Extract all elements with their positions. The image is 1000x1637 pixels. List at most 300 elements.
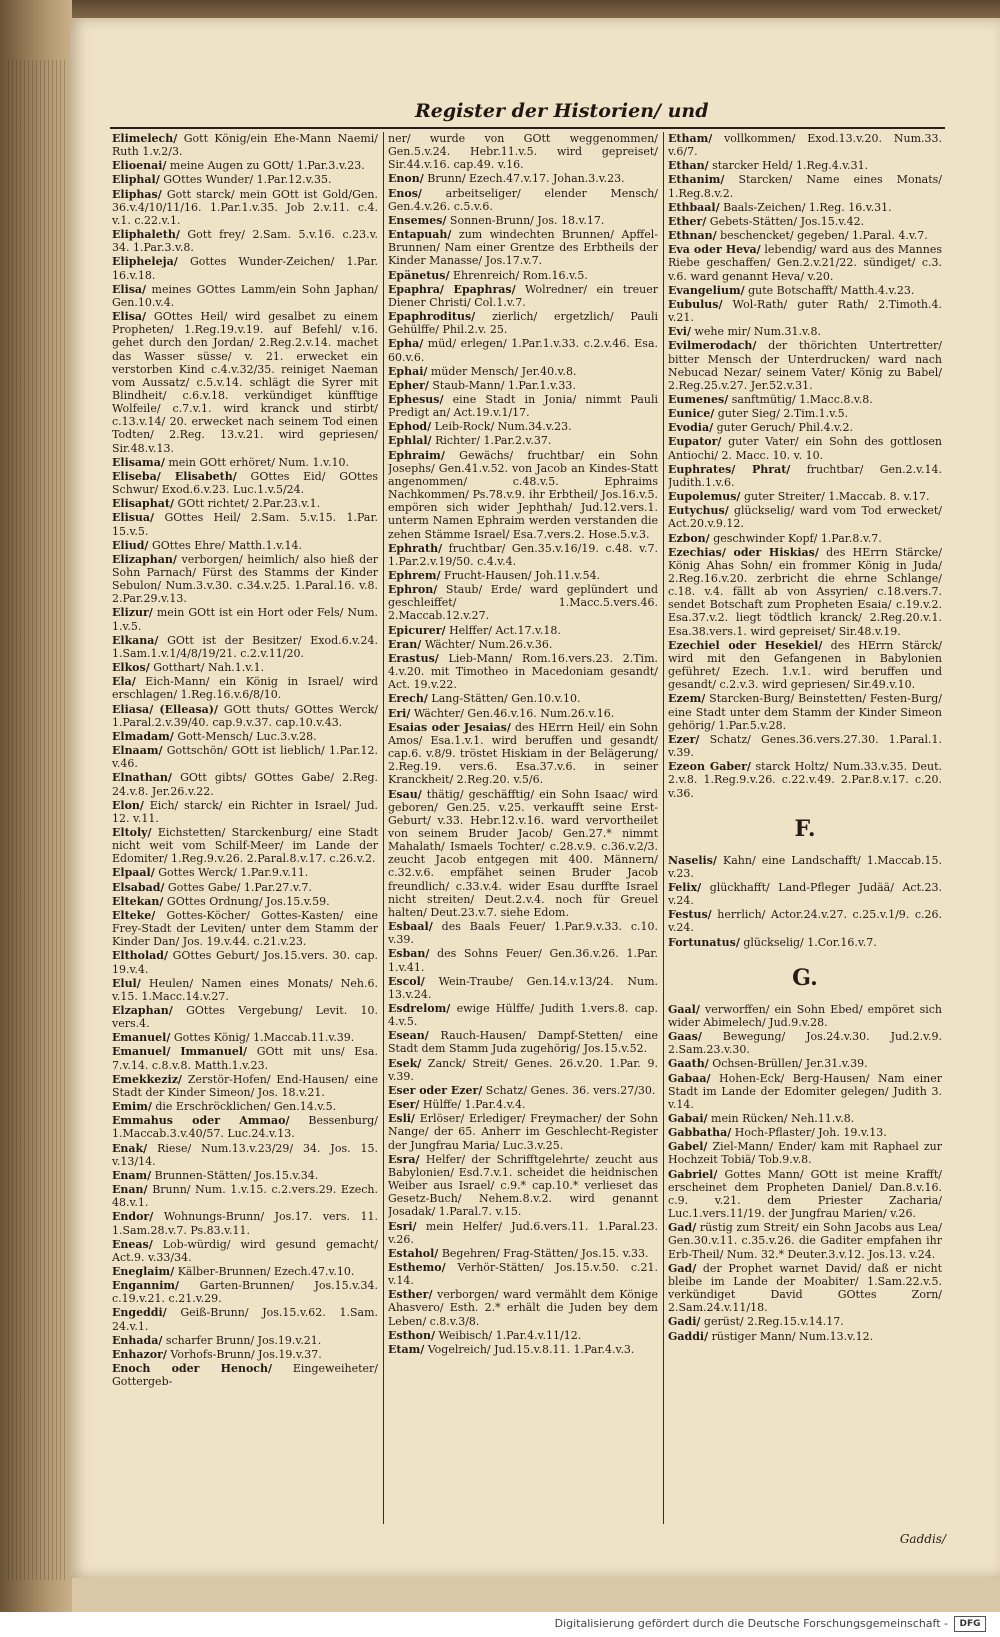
entry-headword: Emmahus oder Ammao/ (112, 1114, 290, 1128)
entry-headword: Evilmerodach/ (668, 339, 757, 353)
index-entry (388, 172, 658, 185)
entry-headword: Ezem/ (668, 692, 706, 706)
index-entry (112, 1306, 378, 1332)
index-entry (112, 1142, 378, 1168)
entry-text: thätig/ geschäfftig/ ein Sohn Isaac/ wird geboren/ Gen.25. v.25. verkaufft seine Erst-Geburt/ v.33. Hebr.12.v.16. ward vervortheilet von seinem Bruder Jacob/ Gen.27.* nimmt Mahalath/ Ismaels Tochter/ c.28.v.9. c.36.v.2/3. zeucht Jacob entgegen mit 400. Männern/ c.32.v.6. empfähet seinen Bruder Jacob freundlich/ c.33.v.4. wider Esau durffte Israel nicht streiten/ Deut.2.v.4. noch für Greuel halten/ Deut.23.v.7. siehe Edom. (388, 787, 658, 919)
index-entry (112, 730, 378, 743)
entry-headword: Epaphroditus/ (388, 310, 476, 324)
entry-headword: Erech/ (388, 692, 428, 706)
entry-text: rüstig zum Streit/ ein Sohn Jacobs aus Lea/ Gen.30.v.11. c.35.v.26. die Gaditer empfahen ihr Erb-Theil/ Num. 32.* Deuter.3.v.12. Jos.13. v.24. (668, 1221, 942, 1261)
entry-headword: Ezechias/ oder Hiskias/ (668, 545, 819, 559)
index-entry (388, 1220, 658, 1246)
entry-headword: Eri/ (388, 706, 411, 720)
entry-headword: Etam/ (388, 1342, 425, 1356)
entry-headword: Elipheleja/ (112, 255, 178, 269)
entry-text: Lob-würdig/ wird gesund gemacht/ Act.9. v.33/34. (112, 1237, 378, 1264)
dfg-logo-icon: DFG (954, 1616, 986, 1632)
index-entry (112, 799, 378, 825)
entry-text: gute Botschafft/ Matth.4.v.23. (748, 283, 915, 297)
entry-headword: Eliphas/ (112, 187, 162, 201)
entry-headword: Elisua/ (112, 511, 155, 525)
index-entry (388, 1084, 658, 1097)
entry-text: vollkommen/ Exod.13.v.20. Num.33. v.6/7. (668, 132, 942, 159)
entry-headword: Elteke/ (112, 908, 156, 922)
entry-headword: Eser/ (388, 1098, 420, 1112)
entry-text: Eichstetten/ Starckenburg/ eine Stadt nicht weit vom Schilf-Meer/ im Lande der Edomiter/ 1.Reg.9.v.26. 2.Paral.8.v.17. c.26.v.2. (112, 825, 378, 866)
entry-text: Gott König/ein Ehe-Mann Naemi/ Ruth 1.v.2/3. (112, 132, 378, 159)
index-entry (668, 692, 942, 731)
entry-headword: Ephrem/ (388, 569, 441, 582)
entry-headword: Epaphra/ Epaphras/ (388, 282, 516, 296)
entry-text: Hoch-Pflaster/ Joh. 19.v.13. (734, 1126, 887, 1140)
entry-headword: Ethan/ (668, 159, 709, 173)
entry-headword: Ephod/ (388, 420, 432, 434)
entry-text: sanftmütig/ 1.Macc.8.v.8. (731, 392, 873, 406)
entry-headword: Engeddi/ (112, 1306, 167, 1320)
entry-headword: Evodia/ (668, 421, 714, 435)
entry-headword: Eubulus/ (668, 297, 723, 311)
index-entry (668, 881, 942, 907)
entry-headword: Emim/ (112, 1100, 152, 1114)
entry-text: herrlich/ Actor.24.v.27. c.25.v.1/9. c.26. v.24. (668, 908, 942, 935)
index-entry (668, 421, 942, 434)
entry-headword: Epicurer/ (388, 623, 446, 637)
entry-text: guter Geruch/ Phil.4.v.2. (716, 421, 853, 435)
entry-text: GOttes Vergebung/ Levit. 10. vers.4. (112, 1004, 378, 1031)
index-entry (112, 1362, 378, 1388)
entry-headword: Ephesus/ (388, 392, 444, 406)
index-entry (388, 1247, 658, 1260)
book-spine-edge (0, 0, 72, 1637)
entry-headword: Enan/ (112, 1183, 148, 1197)
entry-headword: Ezechiel oder Hesekiel/ (668, 638, 823, 652)
index-entry (112, 470, 378, 496)
index-entry (668, 854, 942, 880)
entry-text: Vogelreich/ Jud.15.v.8.11. 1.Par.4.v.3. (427, 1342, 635, 1356)
index-entry (388, 542, 658, 568)
index-entry (668, 1112, 942, 1125)
entry-text: GOttes Wunder/ 1.Par.12.v.35. (163, 173, 332, 187)
entry-headword: Enhazor/ (112, 1347, 167, 1361)
index-entry (112, 310, 378, 455)
entry-headword: Entapuah/ (388, 228, 452, 242)
index-entry (112, 159, 378, 172)
entry-text: des Baals Feuer/ 1.Par.9.v.33. c.10. v.39. (388, 920, 658, 947)
entry-headword: Eltoly/ (112, 825, 152, 839)
entry-headword: Elizur/ (112, 606, 153, 620)
entry-text: eine Stadt in Jonia/ nimmt Pauli Predigt an/ Act.19.v.1/17. (388, 392, 658, 420)
section-letter: F. (794, 815, 816, 842)
entry-headword: Esther/ (388, 1288, 433, 1302)
entry-headword: Elisama/ (112, 455, 165, 469)
index-column-3 (668, 132, 942, 1527)
entry-headword: Ephlal/ (388, 434, 432, 448)
entry-text: mein GOtt erhöret/ Num. 1.v.10. (168, 455, 349, 469)
entry-text: Wol-Rath/ guter Rath/ 2.Timoth.4. v.21. (668, 297, 942, 325)
entry-text: Rauch-Hausen/ Dampf-Stetten/ eine Stadt dem Stamm Juda zugehörig/ Jos.15.v.52. (388, 1029, 658, 1056)
index-entry (388, 652, 658, 691)
entry-text: Leib-Rock/ Num.34.v.23. (434, 420, 572, 434)
entry-headword: Evi/ (668, 325, 691, 339)
entry-headword: Elizaphan/ (112, 552, 177, 566)
entry-text: Gott frey/ 2.Sam. 5.v.16. c.23.v. 34. 1.Par.3.v.8. (112, 228, 378, 255)
index-entry (388, 692, 658, 705)
entry-text: guter Streiter/ 1.Maccab. 8. v.17. (743, 490, 930, 504)
index-column-1 (112, 132, 378, 1527)
index-entry (388, 920, 658, 946)
entry-text: verborgen/ ward vermählt dem Könige Ahasvero/ Esth. 2.* erhält die Juden bey dem Leben/ c.8.v.3/8. (388, 1288, 658, 1328)
entry-headword: Gabai/ (668, 1112, 708, 1125)
entry-text: Gottes Mann/ GOtt ist meine Krafft/ erscheinet dem Propheten Daniel/ Dan.8.v.16. c.9. v.21. dem Priester Zacharia/ Luc.1.vers.11/19. der Jungfrau Marien/ v.26. (668, 1167, 942, 1221)
entry-headword: Elisa/ (112, 310, 147, 324)
entry-text: Brunn/ Num. 1.v.15. c.2.vers.29. Ezech. 48.v.1. (112, 1183, 378, 1210)
catchword: Gaddis/ (899, 1532, 946, 1546)
entry-text: Gottes König/ 1.Maccab.11.v.39. (173, 1031, 355, 1045)
entry-headword: Eneglaim/ (112, 1264, 175, 1278)
index-entry (112, 1073, 378, 1099)
index-entry (388, 310, 658, 336)
index-entry (668, 908, 942, 934)
entry-headword: Gaas/ (668, 1030, 702, 1044)
column-divider (663, 132, 664, 1524)
index-entry (112, 895, 378, 908)
entry-text: Bewegung/ Jos.24.v.30. Jud.2.v.9. 2.Sam.23.v.30. (668, 1030, 942, 1057)
index-entry (388, 269, 658, 282)
entry-text: des HErrn Stärcke/ König Ahas Sohn/ ein frommer König in Juda/ 2.Reg.16.v.20. zerbricht die ehrne Schlange/ c.18. v.4. fällt ab von Assyrien/ c.18.vers.7. sendet Botschaft zum Propheten Esaia/ c.19.v.2. Esa.37.v.2. liegt tödtlich kranck/ 2.Reg.20.v.1. Esa.38.vers.1. wird gepreiset/ Sir.48.v.19. (668, 545, 942, 638)
index-entry (112, 1279, 378, 1305)
entry-headword: Gabriel/ (668, 1167, 718, 1181)
entry-text: Starcken/ Name eines Monats/ 1.Reg.8.v.2. (668, 173, 942, 200)
entry-headword: Etham/ (668, 132, 713, 145)
entry-text: Wolredner/ ein treuer Diener Christi/ Col.1.v.7. (388, 282, 658, 309)
index-entry (388, 449, 658, 541)
entry-text: GOttes Geburt/ Jos.15.vers. 30. cap. 19.v.4. (112, 949, 378, 976)
entry-headword: Epher/ (388, 378, 429, 392)
entry-text: Gotthart/ Nah.1.v.1. (153, 661, 265, 675)
entry-headword: Eumenes/ (668, 392, 729, 406)
entry-text: Richter/ 1.Par.2.v.37. (435, 434, 552, 448)
entry-headword: Emanuel/ (112, 1031, 171, 1045)
entry-headword: Elnathan/ (112, 771, 172, 785)
entry-text: Gott starck/ mein GOtt ist Gold/Gen. 36.v.4/10/11/16. 1.Par.1.v.35. Job 2.v.11. c.4. v.1. c.22.v.1. (112, 187, 378, 227)
entry-text: Gebets-Stätten/ Jos.15.v.42. (709, 214, 865, 228)
index-entry (668, 1315, 942, 1328)
index-column-2 (388, 132, 658, 1527)
entry-text: Wächter/ Num.26.v.36. (424, 637, 553, 651)
entry-text: GOtt mit uns/ Esa. 7.v.14. c.8.v.8. Matth.1.v.23. (112, 1045, 378, 1072)
entry-headword: Ezer/ (668, 732, 700, 746)
entry-text: Lieb-Mann/ Rom.16.vers.23. 2.Tim. 4.v.20. mit Timotheo in Macedoniam gesandt/ Act. 19.v.22. (388, 651, 658, 692)
entry-text: Geiß-Brunn/ Jos.15.v.62. 1.Sam. 24.v.1. (112, 1306, 378, 1333)
index-entry (668, 1030, 942, 1056)
entry-headword: Ethnan/ (668, 229, 717, 243)
entry-headword: Gaddi/ (668, 1329, 709, 1343)
entry-text: mein GOtt ist ein Hort oder Fels/ Num. 1.v.5. (112, 606, 378, 633)
entry-headword: Gabel/ (668, 1140, 708, 1154)
index-entry (388, 1057, 658, 1083)
index-entry (112, 949, 378, 975)
index-entry (388, 1329, 658, 1342)
entry-text: mein Helfer/ Jud.6.vers.11. 1.Paral.23. v.26. (388, 1219, 658, 1246)
entry-text: Frucht-Hausen/ Joh.11.v.54. (444, 569, 601, 582)
index-entry (112, 511, 378, 537)
entry-text: mein Rücken/ Neh.11.v.8. (711, 1112, 855, 1125)
entry-headword: Elnaam/ (112, 744, 163, 758)
index-entry (388, 1153, 658, 1219)
entry-text: GOttes Heil/ 2.Sam. 5.v.15. 1.Par. 15.v.5. (112, 511, 378, 538)
entry-headword: Emekkeziz/ (112, 1072, 182, 1086)
digitization-credit: Digitalisierung gefördert durch die Deutsche Forschungsgemeinschaft - (554, 1617, 948, 1630)
entry-headword: Elpaal/ (112, 866, 155, 880)
index-entry (112, 539, 378, 552)
entry-headword: Enak/ (112, 1141, 148, 1155)
entry-headword: Ephron/ (388, 583, 438, 597)
index-entry (388, 420, 658, 433)
entry-text: wehe mir/ Num.31.v.8. (694, 325, 821, 339)
entry-headword: Eunice/ (668, 407, 715, 421)
index-entry (112, 1348, 378, 1361)
index-entry (388, 132, 658, 171)
running-title: Register der Historien/ und (415, 100, 709, 122)
entry-headword: Esban/ (388, 947, 430, 961)
entry-text: Starcken-Burg/ Beinstetten/ Festen-Burg/ eine Stadt unter dem Stamm der Kinder Simeon gehörig/ 1.Par.5.v.28. (668, 692, 942, 732)
entry-text: gerüst/ 2.Reg.15.v.14.17. (703, 1315, 844, 1329)
index-entry (112, 1334, 378, 1347)
entry-text: Gewächs/ fruchtbar/ ein Sohn Josephs/ Gen.41.v.52. von Jacob an Kindes-Statt angenommen/ c.48.v.5. Ephraims Nachkommen/ Ps.78.v.9. ihr Erbtheil/ Jos.16.v.5. empören sich wider Jephthah/ Jud.12.vers.1. unterm Namen Ephraim werden verstanden die zehen Stämme Israel/ Esa.7.vers.2. Hose.5.v.3. (388, 448, 658, 541)
entry-text: GOtt thuts/ GOttes Werck/ 1.Paral.2.v.39/40. cap.9.v.37. cap.10.v.43. (112, 702, 378, 729)
entry-text: GOttes Ordnung/ Jos.15.v.59. (166, 894, 330, 908)
entry-headword: Escol/ (388, 974, 425, 988)
entry-text: GOttes Ehre/ Matth.1.v.14. (151, 538, 302, 552)
entry-headword: Enos/ (388, 186, 422, 200)
index-entry (388, 228, 658, 267)
entry-text: Brunn/ Ezech.47.v.17. Johan.3.v.23. (427, 172, 625, 186)
index-entry (668, 760, 942, 799)
index-entry (388, 365, 658, 378)
index-entry (388, 393, 658, 419)
page-edges-texture (8, 60, 66, 1580)
entry-text: GOttes Heil/ wird gesalbet zu einem Propheten/ 1.Reg.19.v.19. auf Befehl/ v.16. gehet durch den Jordan/ 2.Reg.2.v.14. machet das Wasser süsse/ v. 21. erwecket ein verstorben Kind c.4.v.32/35. reiniget Naeman vom Aussatz/ c.5.v.14. schlägt die Syrer mit Blindheit/ c.6.v.18. verkündiget künfftige Wolfeile/ c.7.v.1. wird kranck und stirbt/ c.13.v.14/ 20. erwecket nach seinem Tod einen Todten/ 2.Reg. 13.v.21. wird gepriesen/ Sir.48.v.13. (112, 310, 378, 455)
entry-text: zum windechten Brunnen/ Apffel-Brunnen/ Nam einer Grentze des Erbtheils der Kinder Manasse/ Jos.17.v.7. (388, 228, 658, 268)
entry-headword: Esau/ (388, 787, 422, 801)
entry-text: Kahn/ eine Landschafft/ 1.Maccab.15. v.23. (668, 853, 942, 880)
index-entry (388, 379, 658, 392)
index-entry (112, 703, 378, 729)
entry-text: geschwinder Kopf/ 1.Par.8.v.7. (713, 531, 882, 545)
entry-text: GOttes Eid/ GOttes Schwur/ Exod.6.v.23. Luc.1.v.5/24. (112, 469, 378, 497)
entry-headword: Enam/ (112, 1168, 152, 1182)
index-entry (112, 744, 378, 770)
entry-headword: Enhada/ (112, 1333, 163, 1347)
entry-headword: Elioenai/ (112, 159, 167, 173)
entry-headword: Gadi/ (668, 1315, 701, 1329)
entry-text: meines GOttes Lamm/ein Sohn Japhan/ Gen.10.v.4. (112, 282, 378, 309)
entry-headword: Emanuel/ Immanuel/ (112, 1045, 248, 1059)
entry-headword: Festus/ (668, 908, 712, 922)
header-rule (110, 127, 945, 129)
index-entry (388, 337, 658, 363)
entry-text: Wächter/ Gen.46.v.16. Num.26.v.16. (413, 706, 615, 720)
index-entry (668, 1140, 942, 1166)
index-entry (668, 1221, 942, 1260)
index-entry (668, 546, 942, 638)
index-entry (112, 661, 378, 674)
index-entry (668, 407, 942, 420)
entry-headword: Epha/ (388, 337, 424, 351)
entry-text: Helffer/ Act.17.v.18. (449, 623, 561, 637)
entry-text: des Sohns Feuer/ Gen.36.v.26. 1.Par. 1.v.41. (388, 947, 658, 974)
index-entry (388, 638, 658, 651)
entry-text: glückhafft/ Land-Pfleger Judää/ Act.23. v.24. (668, 880, 942, 908)
entry-headword: Endor/ (112, 1210, 154, 1224)
entry-text: GOtt ist der Besitzer/ Exod.6.v.24. 1.Sam.1.v.1/4/8/19/21. c.2.v.11/20. (112, 633, 378, 660)
entry-headword: Elzaphan/ (112, 1004, 173, 1017)
entry-headword: Elmadam/ (112, 729, 174, 743)
index-entry (112, 634, 378, 660)
entry-text: Hülffe/ 1.Par.4.v.4. (422, 1098, 526, 1112)
index-entry (112, 881, 378, 894)
entry-text: Gottes-Köcher/ Gottes-Kasten/ eine Frey-Stadt der Leviten/ unter dem Stamm der Kinder Dan/ Jos. 19.v.44. c.21.v.23. (112, 908, 378, 949)
index-entry (668, 132, 942, 158)
entry-text: rüstiger Mann/ Num.13.v.12. (711, 1329, 874, 1343)
index-entry (668, 532, 942, 545)
entry-headword: Ephai/ (388, 364, 428, 378)
entry-text: Gottes Gabe/ 1.Par.27.v.7. (167, 880, 312, 894)
entry-headword: Elisa/ (112, 282, 147, 296)
entry-headword: Esek/ (388, 1056, 422, 1070)
entry-headword: Elkos/ (112, 661, 150, 675)
entry-text: guter Vater/ ein Sohn des gottlosen Antiochi/ 2. Macc. 10. v. 10. (668, 435, 942, 462)
entry-text: müd/ erlegen/ 1.Par.1.v.33. c.2.v.46. Esa. 60.v.6. (388, 337, 658, 364)
index-entry (388, 624, 658, 637)
entry-text: Staub-Mann/ 1.Par.1.v.33. (432, 378, 576, 392)
index-entry (668, 733, 942, 759)
index-entry (112, 909, 378, 948)
index-entry (112, 553, 378, 606)
entry-headword: Erastus/ (388, 651, 439, 665)
entry-text: verborgen/ heimlich/ also hieß der Sohn Parnach/ Fürst des Stamms der Kinder Sebulon/ Num.3.v.30. c.34.v.25. 1.Paral.16. v.8. 2.Par.29.v.13. (112, 552, 378, 606)
index-entry (668, 1003, 942, 1029)
entry-text: meine Augen zu GOtt/ 1.Par.3.v.23. (169, 159, 365, 173)
entry-text: glückselig/ ward vom Tod erwecket/ Act.20.v.9.12. (668, 504, 942, 531)
entry-text: glückselig/ 1.Cor.16.v.7. (743, 935, 877, 949)
entry-text: Brunnen-Stätten/ Jos.15.v.34. (154, 1168, 319, 1182)
entry-text: des HErrn Heil/ ein Sohn Amos/ Esa.1.v.1. wird beruffen und gesandt/ cap.6. v.8/9. tröstet Hiskiam in der Belägerung/ 2.Reg.19. vers.6. Esa.37.v.6. in seiner Kranckheit/ 2.Reg.20. v.5/6. (388, 720, 658, 787)
index-entry (112, 606, 378, 632)
index-entry (668, 173, 942, 199)
entry-headword: Naselis/ (668, 853, 717, 867)
entry-text: des HErrn Stärck/ wird mit den Gefangenen in Babylonien geführet/ Ezech. 1.v.1. wird beruffen und gesandt/ c.2.v.3. wird gepriesen/ Sir.49.v.10. (668, 638, 942, 692)
entry-headword: Gad/ (668, 1261, 697, 1275)
index-entry (388, 283, 658, 309)
entry-headword: Eliphaleth/ (112, 228, 180, 242)
entry-text: verworffen/ ein Sohn Ebed/ empöret sich wider Abimelech/ Jud.9.v.28. (668, 1002, 942, 1029)
entry-text: Erlöser/ Erlediger/ Freymacher/ der Sohn Nange/ der 65. Anherr im Geschlecht-Register der Jungfrau Maria/ Luc.3.v.25. (388, 1112, 658, 1152)
entry-headword: Ephraim/ (388, 448, 445, 462)
index-entry (388, 707, 658, 720)
index-entry (668, 936, 942, 949)
index-entry (112, 1100, 378, 1113)
index-entry (112, 1265, 378, 1278)
index-entry (668, 215, 942, 228)
entry-headword: Esli/ (388, 1112, 415, 1126)
entry-text: fruchtbar/ Gen.2.v.14. Judith.1.v.6. (668, 462, 942, 489)
index-entry (668, 339, 942, 392)
entry-headword: Eneas/ (112, 1237, 153, 1251)
index-entry (112, 497, 378, 510)
entry-headword: Elul/ (112, 976, 141, 990)
entry-text: Eingeweiheter/ Gottergeb- (112, 1362, 378, 1389)
entry-headword: Elkana/ (112, 633, 159, 647)
entry-headword: Elisaphat/ (112, 497, 174, 511)
entry-text: Hohen-Eck/ Berg-Hausen/ Nam einer Stadt im Lande der Edomiter gelegen/ Judith 3. v.14. (668, 1071, 942, 1111)
entry-text: Riese/ Num.13.v.23/29/ 34. Jos. 15. v.13/14. (112, 1141, 378, 1168)
index-entry (388, 569, 658, 582)
entry-headword: Eliseba/ Elisabeth/ (112, 469, 237, 483)
index-entry (668, 298, 942, 324)
index-entry (668, 325, 942, 338)
entry-text: Gottschön/ GOtt ist lieblich/ 1.Par.12. v.46. (112, 744, 378, 771)
index-entry (668, 1057, 942, 1070)
entry-headword: Gabaa/ (668, 1071, 711, 1085)
index-entry (388, 1343, 658, 1356)
entry-headword: Ezeon Gaber/ (668, 760, 751, 774)
entry-text: Schatz/ Genes. 36. vers.27/30. (485, 1083, 656, 1097)
index-entry (112, 866, 378, 879)
index-entry (668, 1168, 942, 1221)
entry-text: beschencket/ gegeben/ 1.Paral. 4.v.7. (720, 229, 928, 243)
entry-headword: Ensemes/ (388, 213, 447, 227)
entry-text: starcker Held/ 1.Reg.4.v.31. (712, 159, 869, 173)
section-letter: G. (792, 964, 818, 991)
entry-text: Lang-Stätten/ Gen.10.v.10. (431, 692, 581, 706)
entry-headword: Estahol/ (388, 1246, 439, 1260)
entry-text: Gottes Wunder-Zeichen/ 1.Par. 16.v.18. (112, 255, 378, 282)
entry-text: Helfer/ der Schrifftgelehrte/ zeucht aus Babylonien/ Esd.7.v.1. scheidet die heidnischen Weiber aus Israel/ c.9.* cap.10.* verlieset das Gesetz-Buch/ Nehem.8.v.2. wird genannt Josadak/ 1.Paral.7. v.15. (388, 1152, 658, 1219)
entry-headword: Esri/ (388, 1219, 417, 1233)
index-entry (388, 1288, 658, 1327)
entry-headword: Epänetus/ (388, 268, 450, 282)
index-entry (388, 1112, 658, 1151)
entry-headword: Gaal/ (668, 1002, 700, 1016)
index-entry (112, 675, 378, 701)
entry-headword: Esbaal/ (388, 920, 433, 934)
index-entry (668, 435, 942, 461)
index-entry (668, 1262, 942, 1315)
index-entry (112, 1114, 378, 1140)
index-entry (388, 947, 658, 973)
entry-text: Zanck/ Streit/ Genes. 26.v.20. 1.Par. 9. v.39. (388, 1056, 658, 1083)
entry-headword: Engannim/ (112, 1279, 180, 1293)
entry-text: Ochsen-Brüllen/ Jer.31.v.39. (712, 1057, 868, 1071)
entry-headword: Esdrelom/ (388, 1002, 451, 1015)
index-entry (668, 284, 942, 297)
entry-text: Gott-Mensch/ Luc.3.v.28. (177, 729, 317, 743)
entry-headword: Eltekan/ (112, 894, 164, 908)
index-entry (112, 173, 378, 186)
entry-text: arbeitseliger/ elender Mensch/ Gen.4.v.26. c.5.v.6. (388, 186, 658, 213)
entry-headword: Elon/ (112, 798, 144, 812)
entry-headword: Eser oder Ezer/ (388, 1083, 483, 1097)
entry-headword: Elsabad/ (112, 880, 165, 894)
index-entry (388, 721, 658, 787)
index-entry (388, 975, 658, 1001)
entry-headword: Esthemo/ (388, 1260, 446, 1274)
index-entry (388, 1002, 658, 1028)
entry-headword: Esra/ (388, 1152, 420, 1166)
entry-headword: Ethanim/ (668, 173, 725, 187)
index-entry (388, 788, 658, 920)
